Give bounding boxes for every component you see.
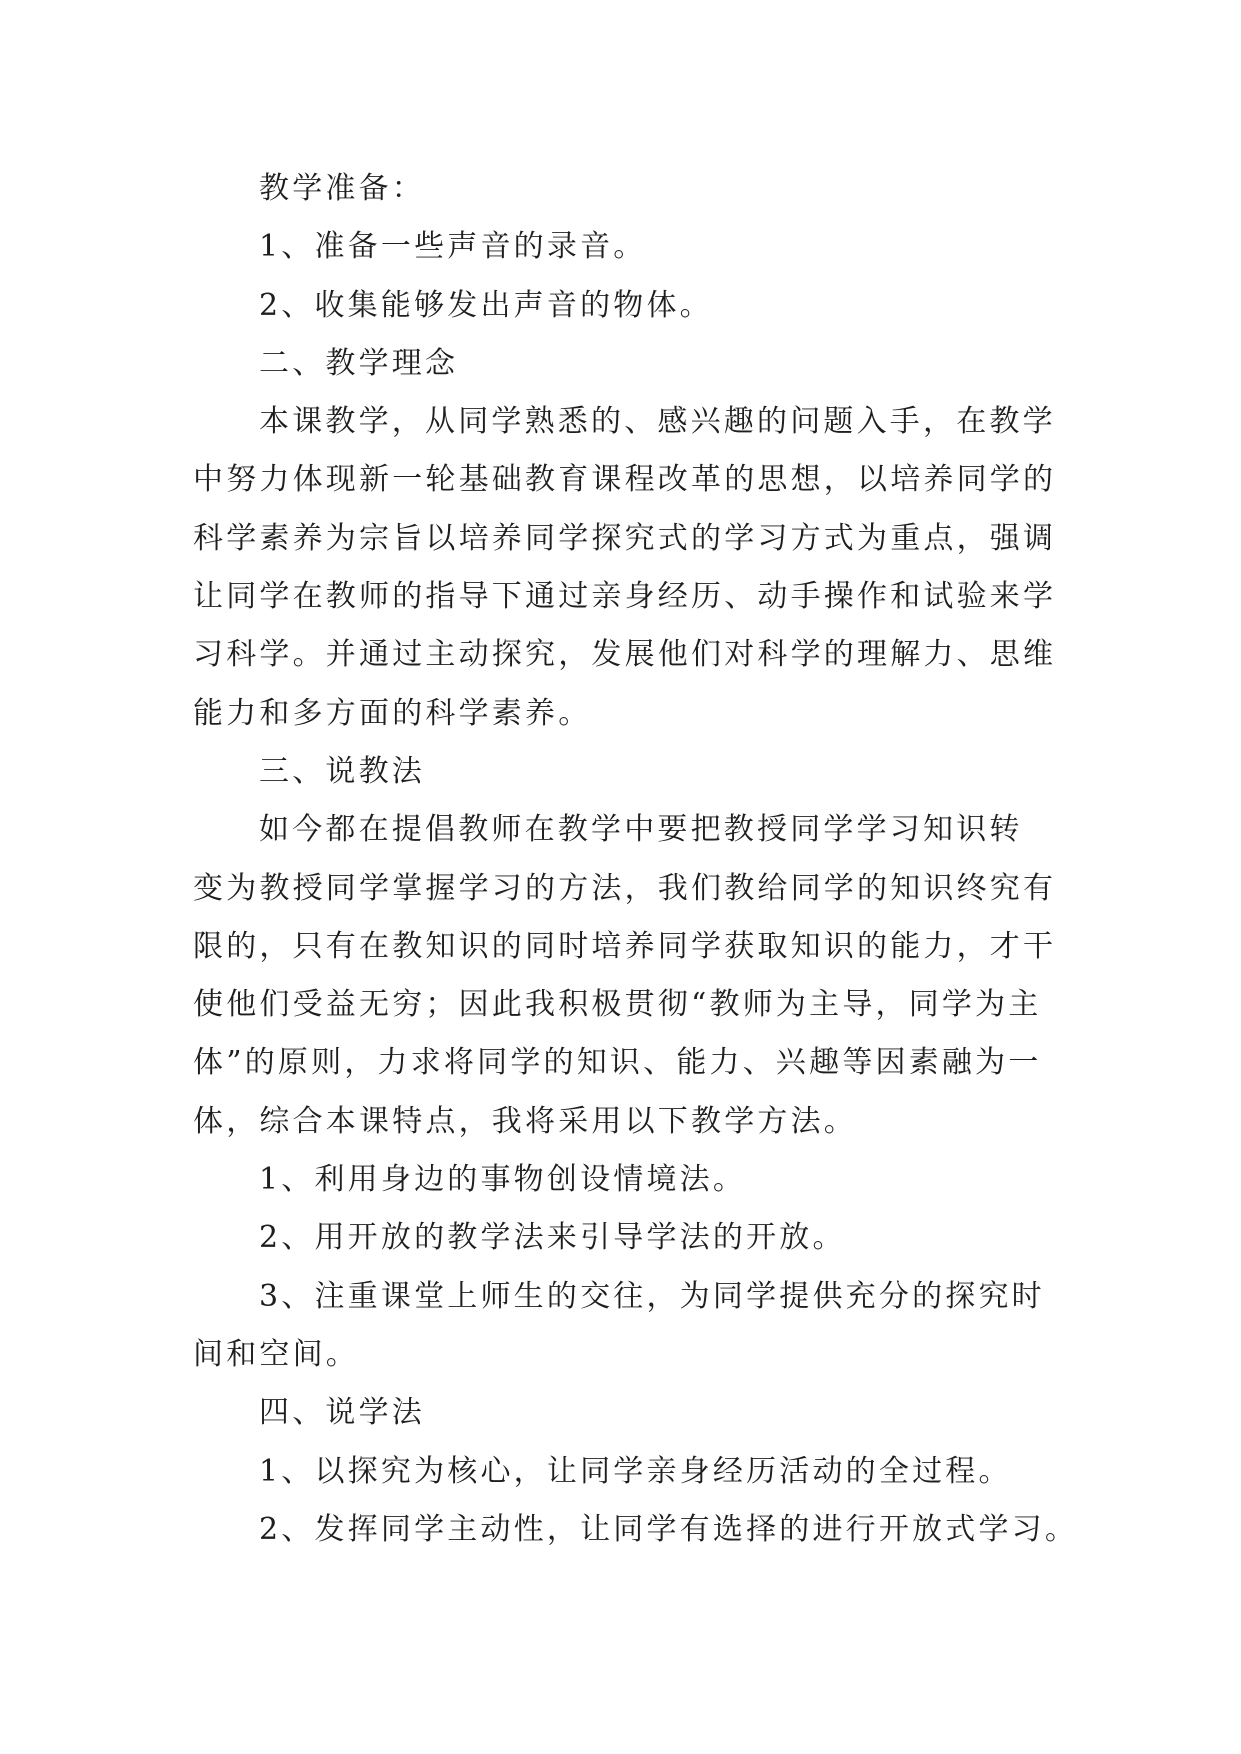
text-line: 让同学在教师的指导下通过亲身经历、动手操作和试验来学 [193, 579, 1057, 615]
list-item [193, 277, 1113, 335]
text-line: 教学准备： [259, 171, 425, 206]
text-line: 体”的原则，力求将同学的知识、能力、兴趣等因素融为一 [193, 1045, 1042, 1081]
text-line: 三、说教法 [259, 753, 425, 789]
section-heading [193, 743, 1113, 801]
text-line: 1、利用身边的事物创设情境法。 [259, 1162, 747, 1198]
heading-teaching-preparation [193, 160, 1113, 218]
text-line: 本课教学，从同学熟悉的、感兴趣的问题入手，在教学 [259, 404, 1056, 440]
text-line: 1、准备一些声音的录音。 [259, 229, 647, 265]
section-heading [193, 1384, 1113, 1442]
document-body [193, 160, 1113, 1559]
text-line: 科学素养为宗旨以培养同学探究式的学习方式为重点，强调 [193, 520, 1057, 556]
body-paragraph [193, 393, 1113, 743]
text-line: 体，综合本课特点，我将采用以下教学方法。 [193, 1103, 857, 1139]
text-line: 1、以探究为核心，让同学亲身经历活动的全过程。 [259, 1453, 1012, 1489]
text-line: 使他们受益无穷；因此我积极贯彻“教师为主导，同学为主 [193, 987, 1042, 1023]
list-item [193, 1209, 1113, 1267]
text-line: 变为教授同学掌握学习的方法，我们教给同学的知识终究有 [193, 870, 1057, 906]
text-line: 2、用开放的教学法来引导学法的开放。 [259, 1220, 846, 1256]
list-item [193, 1443, 1113, 1501]
text-line: 习科学。并通过主动探究，发展他们对科学的理解力、思维 [193, 637, 1057, 673]
text-line: 能力和多方面的科学素养。 [193, 695, 592, 731]
list-item [193, 218, 1113, 276]
list-item [193, 1501, 1113, 1559]
text-line: 间和空间。 [193, 1336, 359, 1372]
text-line: 3、注重课堂上师生的交往，为同学提供充分的探究时 [259, 1278, 1045, 1314]
body-paragraph [193, 801, 1113, 1151]
list-item [193, 1151, 1113, 1209]
list-item [193, 1268, 1113, 1385]
section-heading [193, 335, 1113, 393]
text-line: 四、说学法 [259, 1395, 425, 1431]
text-line: 2、收集能够发出声音的物体。 [259, 287, 713, 323]
text-line: 二、教学理念 [259, 345, 459, 381]
text-line: 中努力体现新一轮基础教育课程改革的思想，以培养同学的 [193, 462, 1057, 498]
text-line: 如今都在提倡教师在教学中要把教授同学学习知识转 [259, 812, 1023, 848]
text-line: 限的，只有在教知识的同时培养同学获取知识的能力，才干 [193, 928, 1057, 964]
text-line: 2、发挥同学主动性，让同学有选择的进行开放式学习。 [259, 1511, 1079, 1547]
